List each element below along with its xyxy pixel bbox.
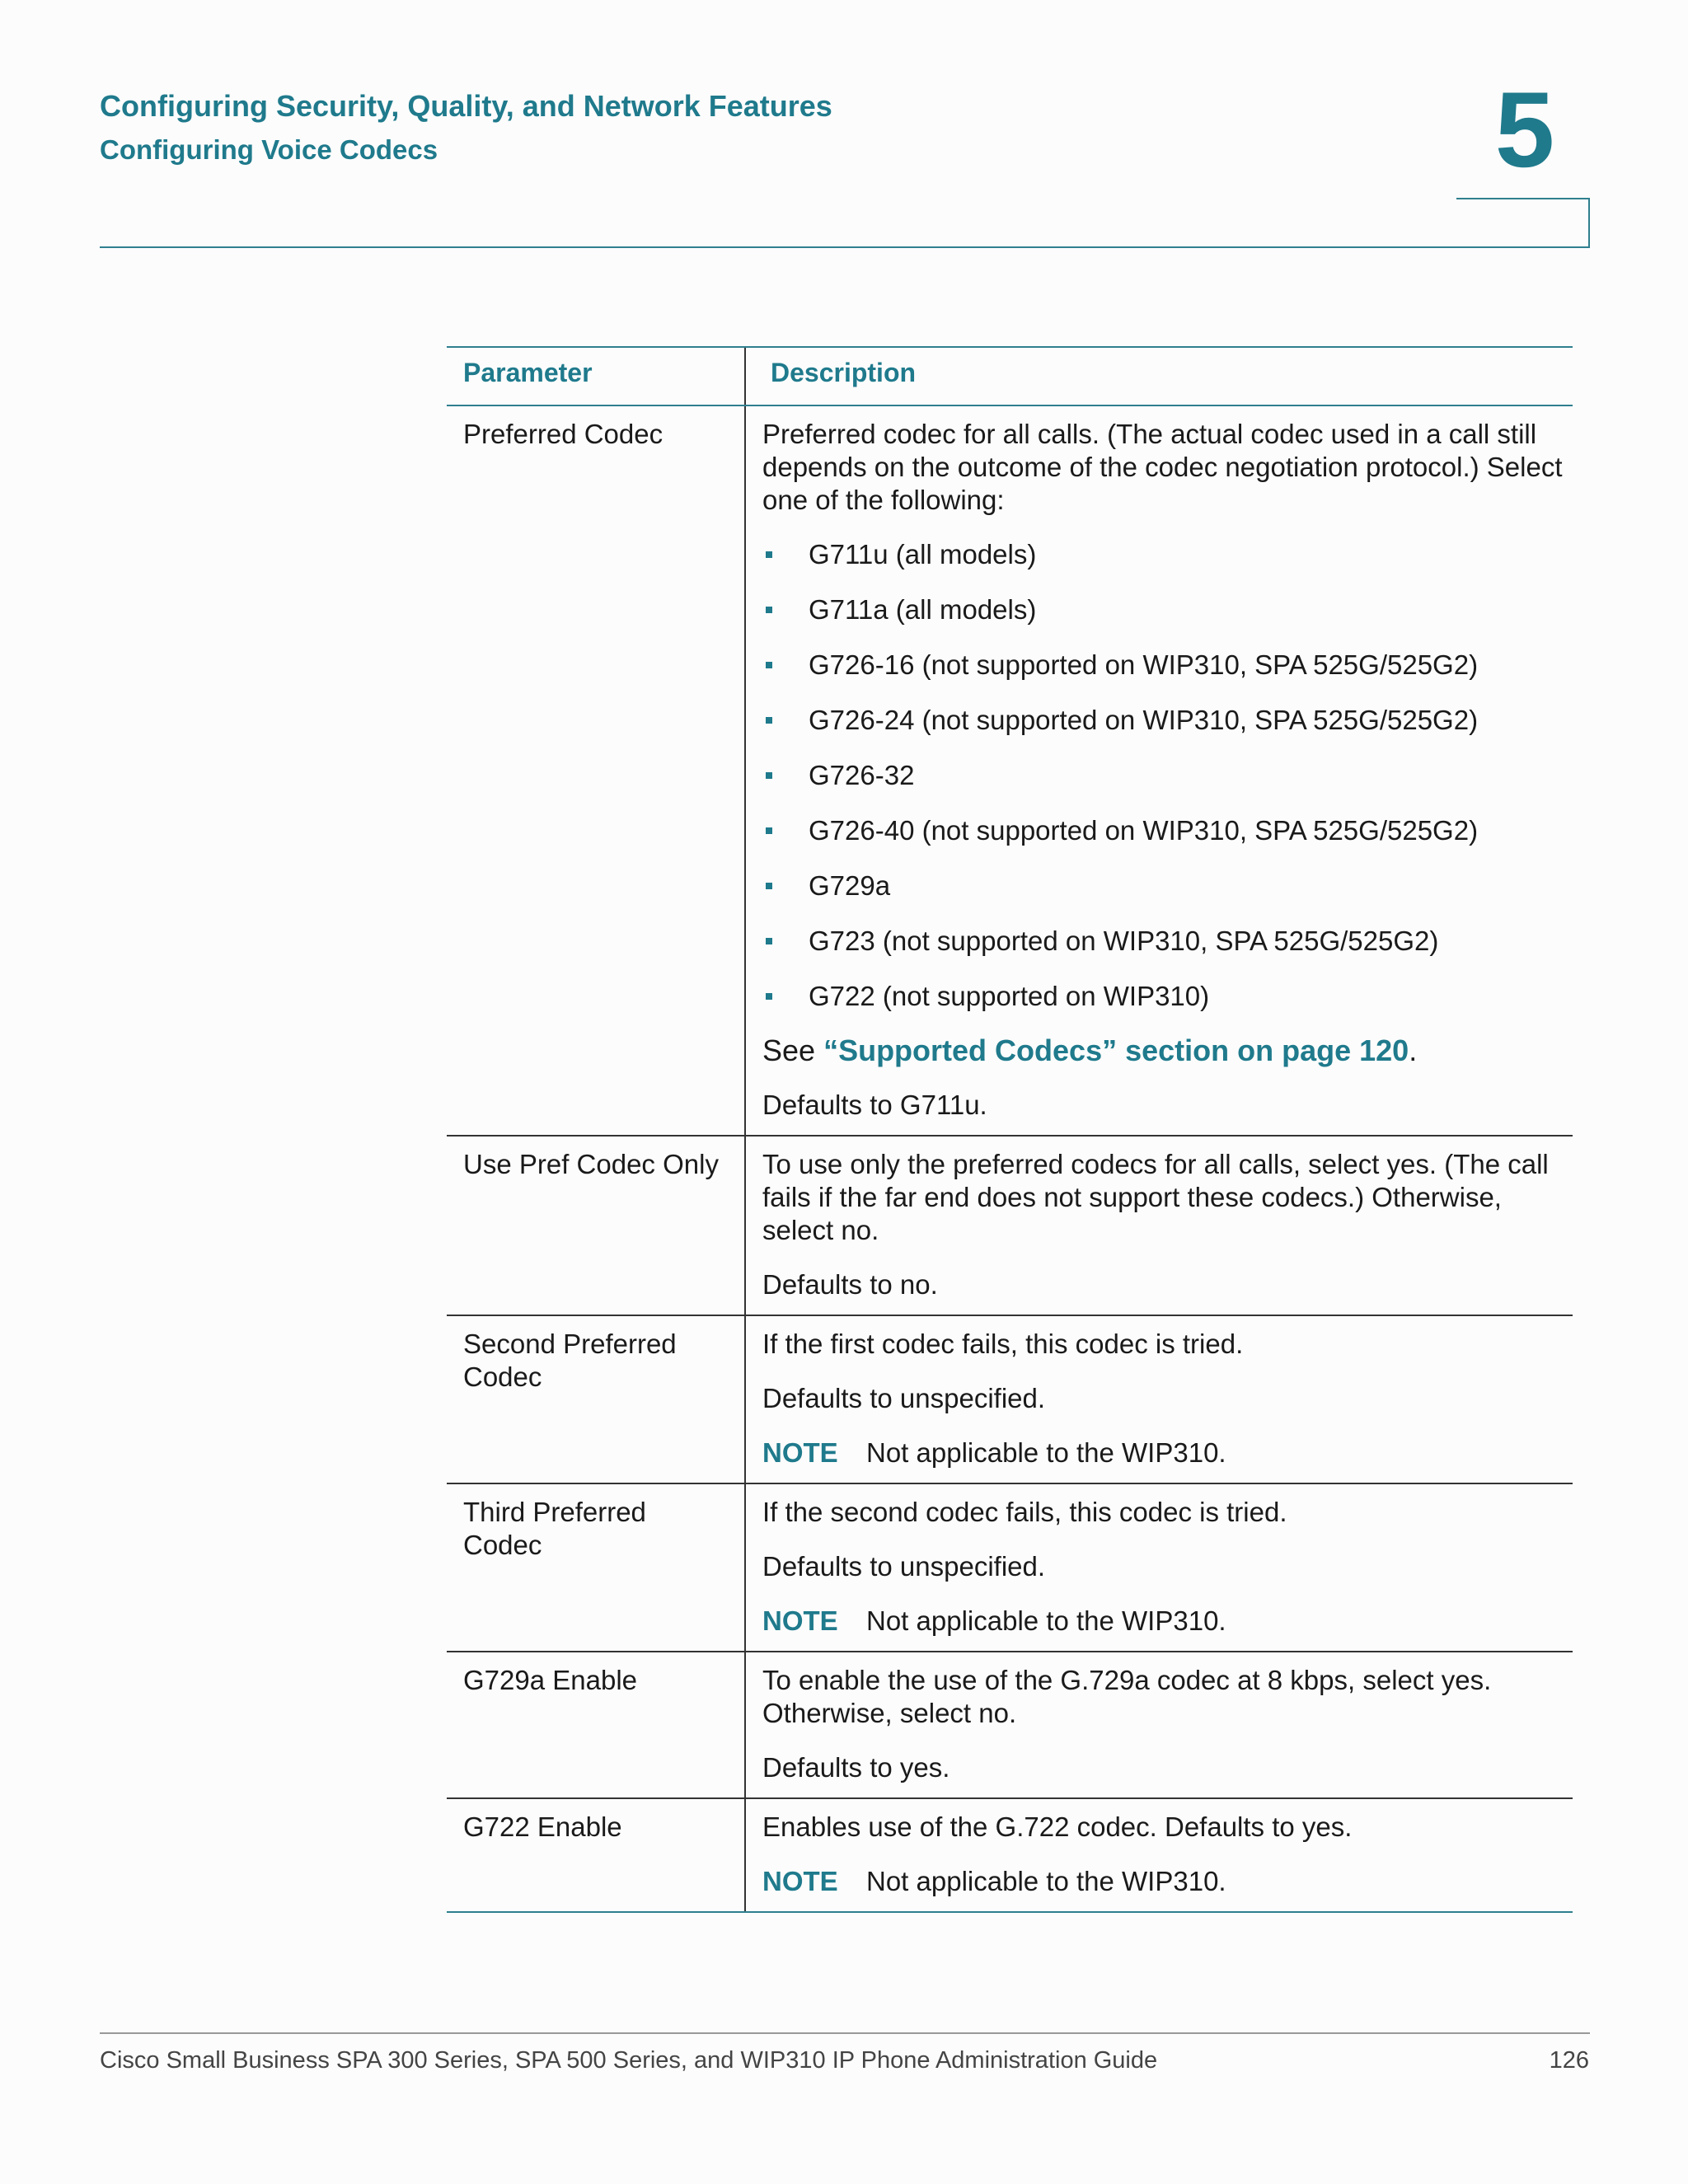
column-header-parameter: Parameter	[447, 347, 745, 405]
list-item	[762, 538, 1564, 571]
table-row	[447, 1136, 1573, 1315]
note-text: Not applicable to the WIP310.	[866, 1866, 1226, 1896]
codec-option: G711u (all models)	[809, 539, 1037, 569]
note-text: Not applicable to the WIP310.	[866, 1437, 1226, 1468]
table-row	[447, 1315, 1573, 1483]
table-row	[447, 1798, 1573, 1912]
parameter-description	[745, 405, 1573, 1136]
list-item	[762, 593, 1564, 626]
table-row	[447, 405, 1573, 1136]
note-label: NOTE	[762, 1437, 838, 1468]
default-value: Defaults to unspecified.	[762, 1551, 1046, 1582]
bullet-icon	[766, 827, 772, 834]
column-header-description: Description	[745, 347, 1573, 405]
codec-option: G726-16 (not supported on WIP310, SPA 525G/525G2)	[809, 649, 1479, 680]
bullet-icon	[766, 993, 772, 1000]
list-item	[762, 925, 1564, 958]
bullet-icon	[766, 662, 772, 668]
description-text: To enable the use of the G.729a codec at 8 kbps, select yes. Otherwise, select no.	[762, 1665, 1492, 1728]
description-text: If the second codec fails, this codec is tried.	[762, 1497, 1287, 1527]
bullet-icon	[766, 607, 772, 613]
description-text: Enables use of the G.722 codec. Defaults to yes.	[762, 1811, 1353, 1842]
parameter-name: Third Preferred Codec	[447, 1483, 745, 1652]
list-item	[762, 869, 1564, 902]
parameter-description	[745, 1315, 1573, 1483]
codec-option: G723 (not supported on WIP310, SPA 525G/525G2)	[809, 926, 1439, 956]
codec-option: G729a	[809, 870, 891, 901]
codec-option: G726-40 (not supported on WIP310, SPA 525G/525G2)	[809, 815, 1479, 846]
list-item	[762, 980, 1564, 1013]
chapter-title: Configuring Security, Quality, and Network Features	[100, 89, 832, 123]
bullet-icon	[766, 717, 772, 724]
see-prefix: See	[762, 1033, 824, 1067]
codec-option: G726-32	[809, 760, 915, 790]
bullet-icon	[766, 883, 772, 889]
default-value: Defaults to no.	[762, 1269, 938, 1300]
note-label: NOTE	[762, 1866, 838, 1896]
description-text: If the first codec fails, this codec is tried.	[762, 1329, 1244, 1359]
parameter-description	[745, 1483, 1573, 1652]
default-value: Defaults to yes.	[762, 1752, 950, 1783]
footer-divider	[100, 2032, 1590, 2034]
parameter-description	[745, 1136, 1573, 1315]
default-value: Defaults to G711u.	[762, 1090, 987, 1120]
chapter-number: 5	[1494, 69, 1555, 190]
table-header-row	[447, 347, 1573, 405]
parameter-name: G729a Enable	[447, 1652, 745, 1798]
parameter-name: G722 Enable	[447, 1798, 745, 1912]
table-row	[447, 1652, 1573, 1798]
parameter-table	[447, 346, 1573, 1913]
note	[762, 1865, 1564, 1898]
note	[762, 1436, 1564, 1469]
section-title: Configuring Voice Codecs	[100, 134, 438, 165]
list-item	[762, 759, 1564, 792]
list-item	[762, 814, 1564, 847]
parameter-description	[745, 1798, 1573, 1912]
description-text: Preferred codec for all calls. (The actual codec used in a call still depends on the outcome of the codec negotiation protocol.) Select one of the following:	[762, 419, 1563, 515]
bullet-icon	[766, 551, 772, 558]
page-number: 126	[1549, 2047, 1589, 2074]
see-also-line	[762, 1034, 1564, 1067]
note	[762, 1605, 1564, 1638]
table-row	[447, 1483, 1573, 1652]
parameter-name: Second Preferred Codec	[447, 1315, 745, 1483]
codec-option: G722 (not supported on WIP310)	[809, 981, 1210, 1011]
codec-option: G711a (all models)	[809, 594, 1037, 625]
list-item	[762, 704, 1564, 737]
list-item	[762, 649, 1564, 682]
supported-codecs-link[interactable]: “Supported Codecs” section on page 120	[823, 1033, 1409, 1067]
description-text: To use only the preferred codecs for all calls, select yes. (The call fails if the far end does not support these codecs.) Otherwise, select no.	[762, 1149, 1549, 1245]
note-label: NOTE	[762, 1605, 838, 1636]
bullet-icon	[766, 938, 772, 944]
note-text: Not applicable to the WIP310.	[866, 1605, 1226, 1636]
chapter-tab-border	[1456, 198, 1590, 247]
codec-options-list	[762, 538, 1564, 1013]
parameter-name: Preferred Codec	[447, 405, 745, 1136]
codec-option: G726-24 (not supported on WIP310, SPA 525G/525G2)	[809, 705, 1479, 735]
header-divider	[100, 246, 1590, 248]
see-suffix: .	[1409, 1033, 1418, 1067]
parameter-description	[745, 1652, 1573, 1798]
parameter-name: Use Pref Codec Only	[447, 1136, 745, 1315]
default-value: Defaults to unspecified.	[762, 1383, 1046, 1413]
footer-guide-title: Cisco Small Business SPA 300 Series, SPA 500 Series, and WIP310 IP Phone Administration Guide	[100, 2047, 1158, 2074]
bullet-icon	[766, 772, 772, 779]
